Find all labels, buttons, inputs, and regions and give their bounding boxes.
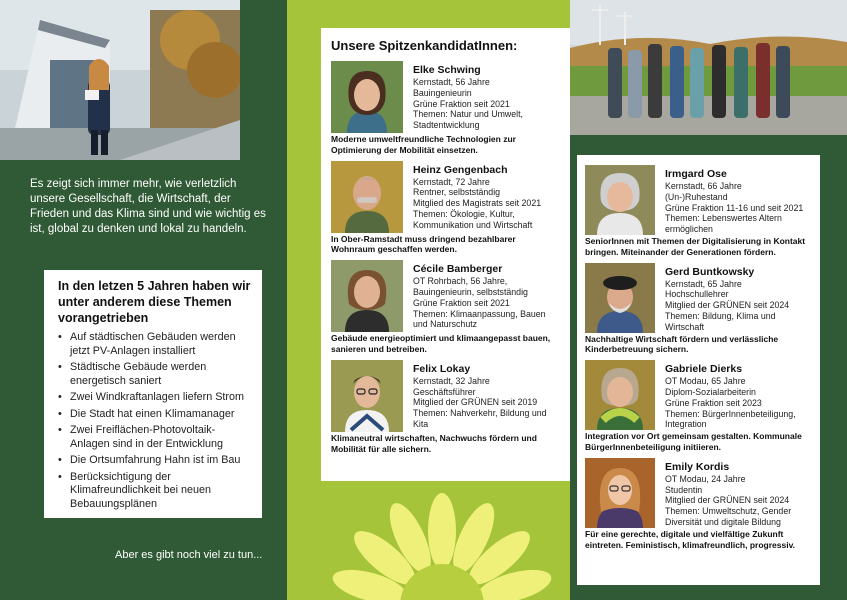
candidate-quote: Für eine gerechte, digitale und vielfältige Zukunft eintreten. Feministisch, klimafreundlich, progressiv. — [585, 528, 796, 550]
candidate-quote: Gebäude energieoptimiert und klimaangepasst bauen, sanieren und betreiben. — [331, 333, 551, 354]
theme-item: • Berücksichtigung der Klimafreundlichkeit bei neuen Bebauungsplänen — [58, 471, 252, 512]
candidate-portrait — [331, 260, 403, 332]
candidate-detail: Themen: Klimaanpassung, Bauen und Naturschutz — [413, 308, 546, 330]
candidate-detail: Grüne Fraktion 11-16 und seit 2021 — [665, 202, 804, 213]
themes-title: In den letzen 5 Jahren haben wir unter anderem diese Themen vorangetrieben — [58, 279, 251, 325]
candidate-detail: Studentin — [665, 484, 703, 495]
candidate-name: Heinz Gengenbach — [413, 163, 508, 176]
theme-item: • Zwei Windkraftanlagen liefern Strom — [58, 391, 252, 405]
candidate-detail: Kernstadt, 66 Jahre — [665, 181, 742, 191]
candidate-quote: Nachhaltige Wirtschaft fördern und verlässliche Kinderbetreuung sichern. — [585, 333, 779, 355]
candidate-detail: Themen: Umweltschutz, Gender Diversität und digitale Bildung — [665, 506, 792, 527]
candidate-name: Felix Lokay — [413, 362, 471, 375]
candidate-detail: Themen: Natur und Umwelt, Stadtentwicklung — [413, 109, 524, 131]
candidate-detail: Bauingenieurin — [413, 87, 472, 98]
candidate-card — [585, 263, 812, 356]
candidate-name: Elke Schwing — [413, 64, 481, 76]
theme-item: • Die Ortsumfahrung Hahn ist im Bau — [58, 454, 252, 468]
candidate-detail: Grüne Fraktion seit 2021 — [413, 297, 510, 308]
candidate-photo-building — [0, 0, 240, 160]
theme-item: • Die Stadt hat einen Klimamanager — [58, 408, 252, 422]
candidate-detail: Geschäftsführer — [413, 386, 476, 397]
candidate-card — [331, 360, 561, 455]
candidate-quote: Integration vor Ort gemeinsam gestalten. Kommunale BürgerInnenbeteiligung initiieren. — [585, 431, 802, 452]
candidate-card — [585, 165, 812, 258]
candidate-name: Gerd Buntkowsky — [665, 265, 755, 278]
candidate-name: Irmgard Ose — [665, 168, 727, 180]
candidate-portrait — [331, 61, 403, 133]
candidate-quote: Moderne umweltfreundliche Technologien zur Optimierung der Mobilität einsetzen. — [331, 134, 516, 155]
candidate-detail: OT Modau, 65 Jahre — [665, 376, 746, 387]
candidate-detail: Grüne Fraktion seit 2021 — [413, 98, 510, 109]
more-text: Aber es gibt noch viel zu tun... — [115, 549, 263, 561]
themes-box — [44, 270, 262, 518]
candidate-quote: SeniorInnen mit Themen der Digitalisierung in Kontakt bringen. Miteinander der Generationen fördern. — [585, 236, 806, 257]
candidate-detail: OT Rohrbach, 56 Jahre, — [413, 276, 508, 287]
candidate-card — [585, 458, 812, 551]
theme-item: • Städtische Gebäude werden energetisch saniert — [58, 361, 252, 388]
candidate-detail: Kernstadt, 65 Jahre — [665, 278, 742, 289]
right-panel — [570, 0, 847, 600]
candidate-detail: Kernstadt, 32 Jahre — [413, 375, 490, 386]
candidate-detail: Themen: Nahverkehr, Bildung und Kita — [413, 408, 547, 429]
middle-panel — [287, 0, 570, 600]
candidate-detail: (Un-)Ruhestand — [665, 191, 728, 202]
candidates-box-right — [577, 155, 820, 585]
candidate-detail: Mitglied der GRÜNEN seit 2024 — [665, 495, 790, 506]
candidate-portrait — [585, 458, 655, 528]
theme-item: • Auf städtischen Gebäuden werden jetzt PV-Anlagen installiert — [58, 331, 252, 358]
candidate-detail: Mitglied der GRÜNEN seit 2019 — [413, 397, 538, 408]
themes-list — [58, 331, 252, 511]
candidate-name: Emily Kordis — [665, 460, 730, 473]
candidate-portrait — [585, 360, 655, 430]
candidate-detail: Themen: Lebenswertes Altern ermöglichen — [665, 213, 782, 235]
candidate-detail: Kernstadt, 72 Jahre — [413, 176, 490, 187]
candidates-box-middle — [321, 28, 570, 481]
candidate-detail: Mitglied des Magistrats seit 2021 — [413, 198, 542, 209]
candidate-quote: In Ober-Ramstadt muss dringend bezahlbarer Wohnraum geschaffen werden. — [331, 233, 516, 255]
candidate-detail: Themen: Bildung, Klima und Wirtschaft — [665, 310, 776, 332]
candidate-name: Gabriele Dierks — [665, 363, 743, 376]
candidate-portrait — [585, 263, 655, 333]
candidate-detail: Bauingenieurin, selbstständig — [413, 286, 528, 297]
theme-item: • Zwei Freiflächen-Photovoltaik-Anlagen sind in der Entwicklung — [58, 424, 252, 451]
candidate-quote: Klimaneutral wirtschaften, Nachwuchs fördern und Mobilität für alle sichern. — [331, 432, 537, 454]
candidate-portrait — [331, 161, 403, 233]
group-photo — [570, 0, 847, 135]
candidate-detail: Kernstadt, 56 Jahre — [413, 77, 490, 87]
candidate-card — [585, 360, 812, 453]
candidate-portrait — [585, 165, 655, 235]
candidate-detail: Themen: Ökologie, Kultur, Kommunikation und Wirtschaft — [413, 208, 533, 230]
intro-text: Es zeigt sich immer mehr, wie verletzlich unsere Gesellschaft, die Wirtschaft, der Frieden und das Klima sind und wie wichtig es ist, global zu denken und lokal zu handeln. — [30, 178, 266, 235]
sunflower-icon — [327, 466, 557, 600]
candidate-detail: Hochschullehrer — [665, 289, 729, 300]
candidate-detail: Rentner, selbstständig — [413, 187, 501, 198]
candidate-detail: Mitglied der GRÜNEN seit 2024 — [665, 300, 790, 311]
candidate-card — [331, 161, 561, 256]
candidate-detail: Diplom-Sozialarbeiterin — [665, 386, 756, 397]
candidates-heading: Unsere SpitzenkandidatInnen: — [331, 38, 518, 53]
left-panel — [0, 0, 287, 600]
candidate-detail: Grüne Fraktion seit 2023 — [665, 397, 762, 408]
candidate-detail: Themen: BürgerInnenbeteiligung, Integration — [665, 408, 796, 430]
candidate-card — [331, 61, 561, 156]
candidate-detail: OT Modau, 24 Jahre — [665, 473, 746, 484]
candidate-card — [331, 260, 561, 355]
candidate-portrait — [331, 360, 403, 432]
candidate-name: Cécile Bamberger — [413, 263, 503, 276]
